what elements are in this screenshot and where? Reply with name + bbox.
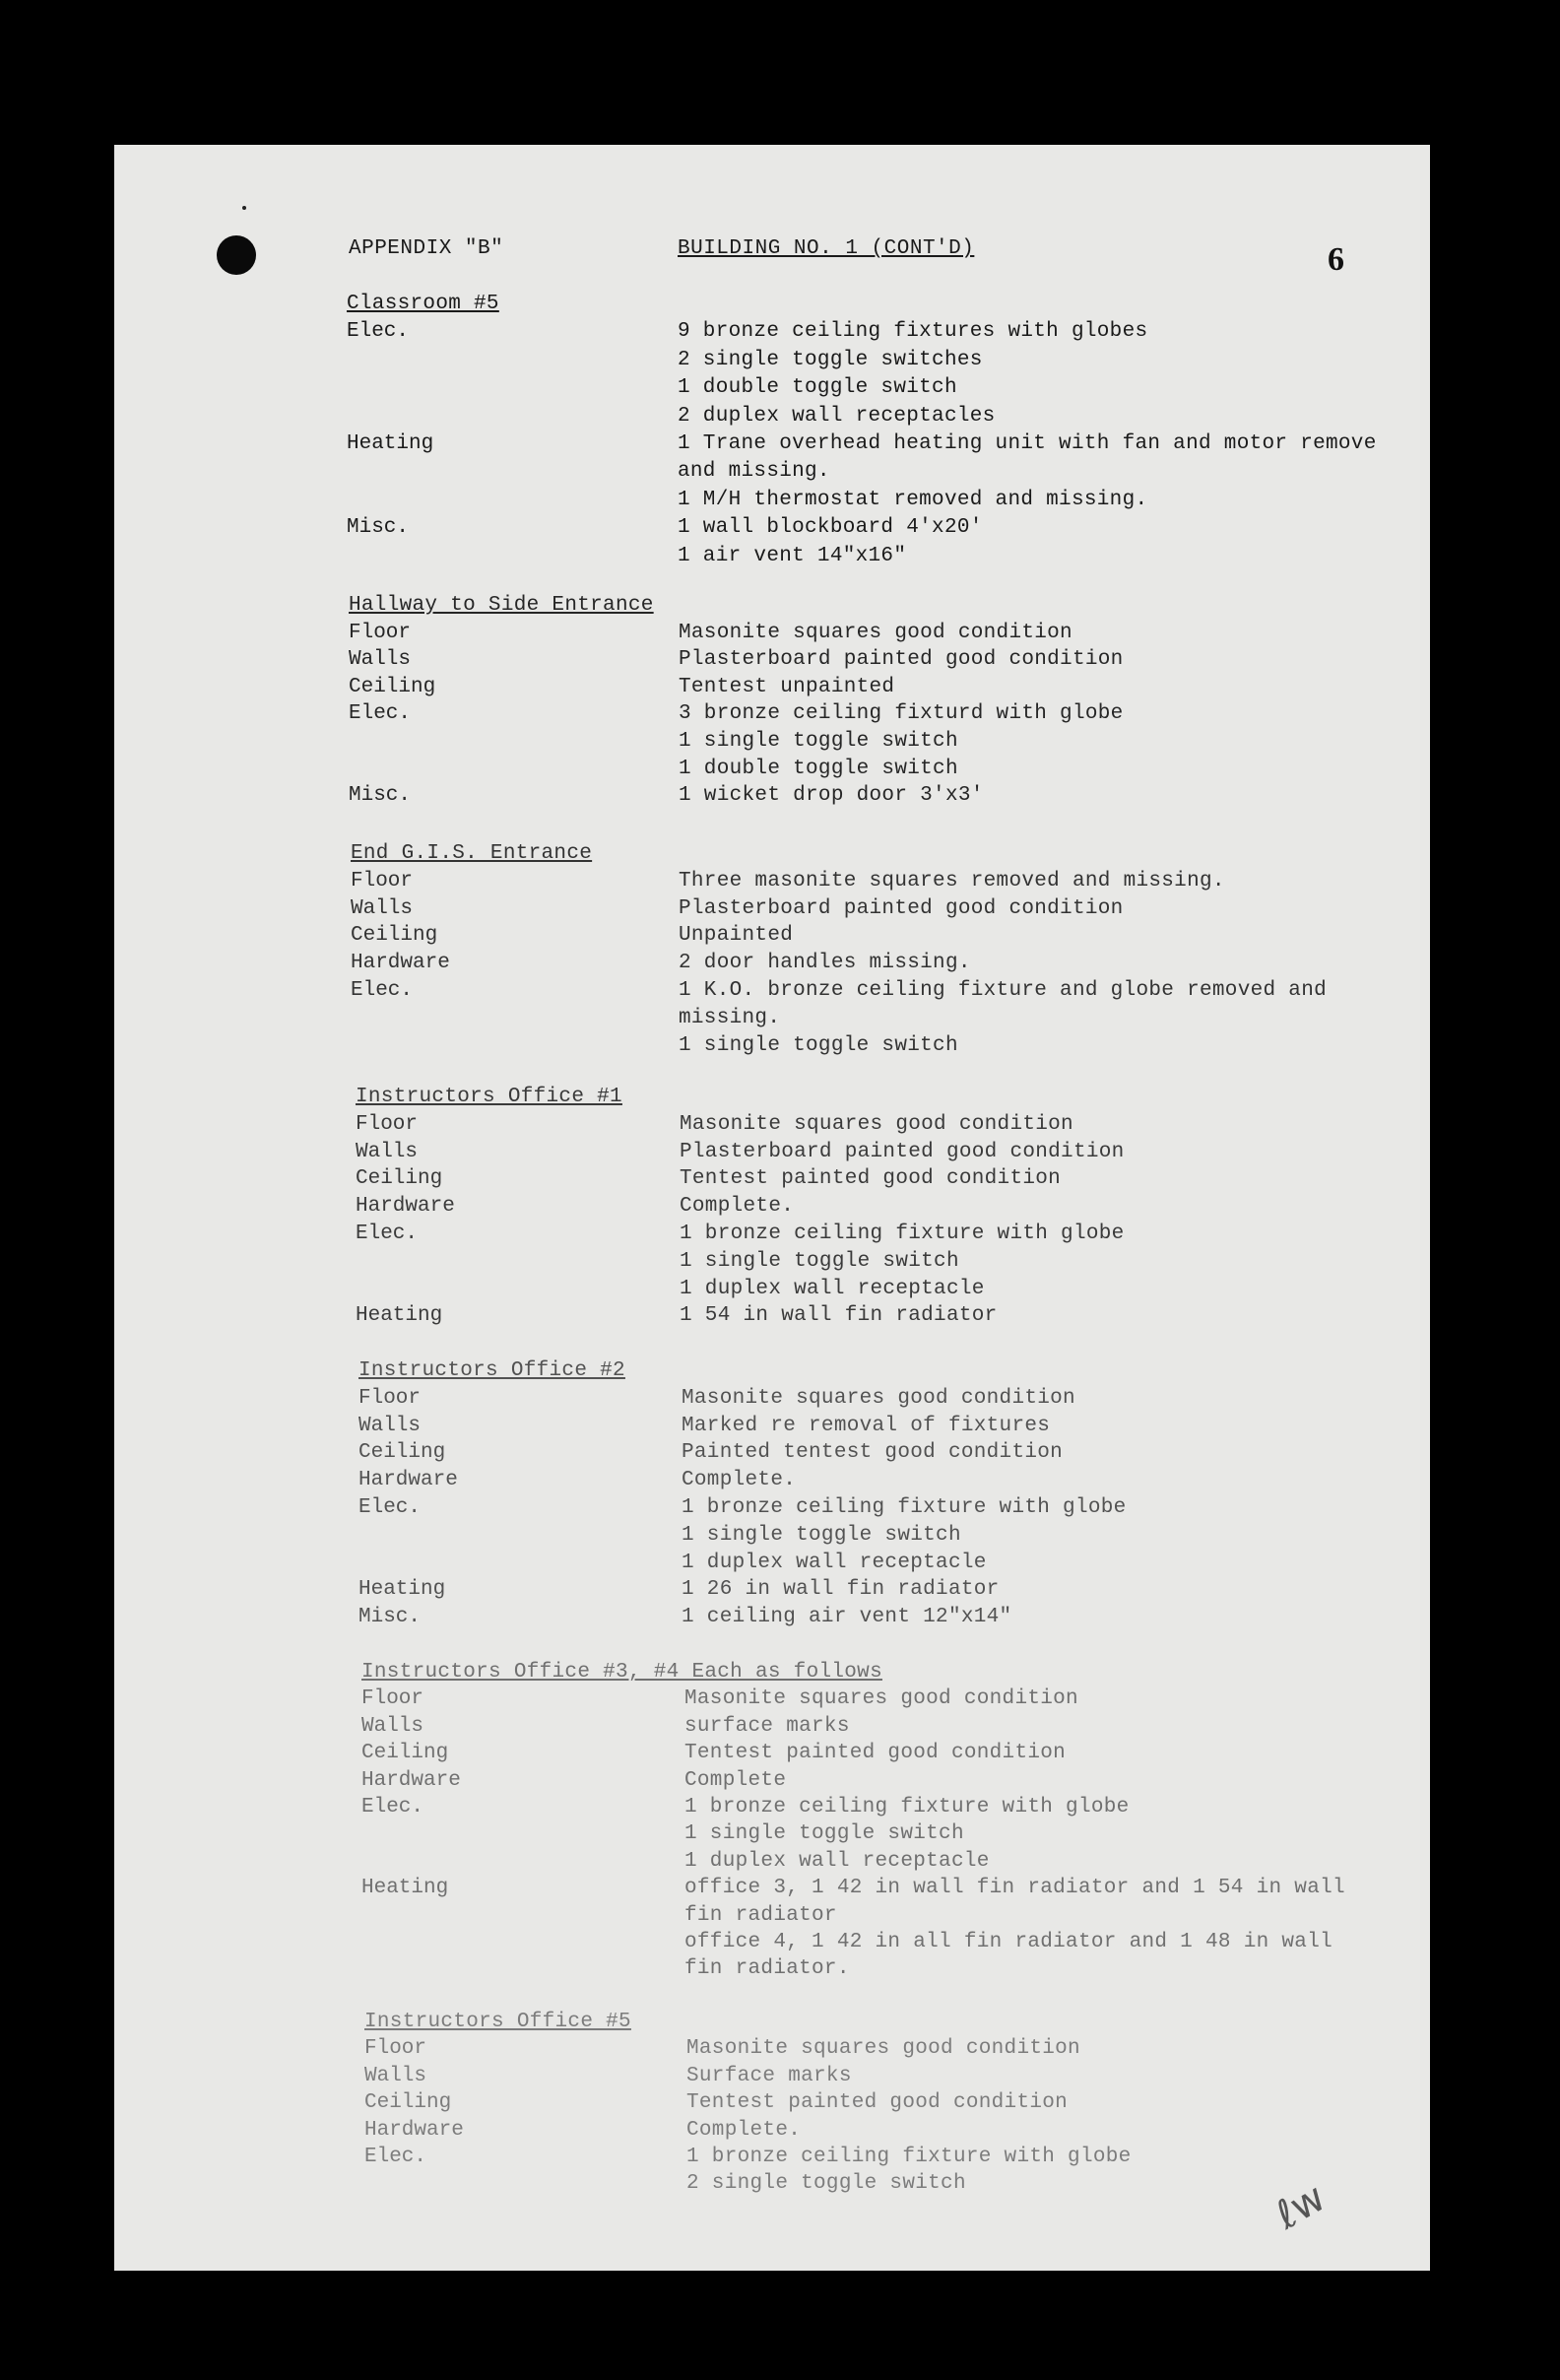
- row-value: Tentest painted good condition: [684, 1742, 1067, 1765]
- inventory-row: [114, 1441, 1430, 1469]
- row-value: 1 54 in wall fin radiator: [680, 1304, 998, 1328]
- row-label: Elec.: [347, 320, 410, 344]
- row-label: Heating: [361, 1877, 449, 1900]
- row-label: Hardware: [351, 952, 450, 975]
- row-value: 1 wicket drop door 3'x3': [679, 784, 984, 808]
- row-label: Floor: [356, 1112, 419, 1136]
- row-value: 1 ceiling air vent 12"x14": [682, 1606, 1012, 1629]
- row-value: fin radiator.: [684, 1957, 850, 1981]
- row-value: 1 bronze ceiling fixture with globe: [680, 1223, 1125, 1245]
- section-title: End G.I.S. Entrance: [351, 842, 593, 865]
- row-label: Walls: [358, 1414, 422, 1437]
- row-value: 2 single toggle switches: [678, 348, 983, 371]
- inventory-row: [114, 1415, 1430, 1442]
- inventory-row: [114, 489, 1430, 516]
- inventory-row: [114, 1904, 1430, 1932]
- inventory-row: [114, 1850, 1430, 1878]
- row-value: Plasterboard painted good condition: [679, 648, 1124, 672]
- row-label: Ceiling: [364, 2091, 452, 2115]
- inventory-row: [114, 376, 1430, 404]
- inventory-row: [114, 1606, 1430, 1633]
- row-value: 1 26 in wall fin radiator: [682, 1578, 1000, 1602]
- row-label: Walls: [361, 1714, 424, 1738]
- row-value: Masonite squares good condition: [679, 621, 1072, 644]
- inventory-row: [114, 1034, 1430, 1062]
- inventory-row: [114, 897, 1430, 925]
- row-value: 1 single toggle switch: [679, 730, 958, 753]
- row-label: Heating: [356, 1304, 443, 1328]
- row-label: Hardware: [361, 1768, 461, 1792]
- inventory-row: [114, 1007, 1430, 1034]
- section-title: Instructors Office #2: [358, 1359, 625, 1382]
- inventory-row: [114, 1223, 1430, 1250]
- inventory-row: [114, 545, 1430, 572]
- row-value: 2 single toggle switch: [686, 2172, 966, 2196]
- row-value: Complete.: [680, 1195, 795, 1219]
- row-value: Marked re removal of fixtures: [682, 1414, 1051, 1437]
- inventory-row: [114, 460, 1430, 488]
- row-value: 1 bronze ceiling fixture with globe: [686, 2146, 1132, 2168]
- row-value: Masonite squares good condition: [684, 1687, 1078, 1711]
- row-label: Floor: [351, 869, 414, 892]
- inventory-row: [114, 1387, 1430, 1415]
- row-label: Ceiling: [351, 924, 438, 948]
- row-label: Floor: [358, 1386, 422, 1410]
- row-label: Floor: [349, 621, 412, 644]
- inventory-row: [114, 1524, 1430, 1552]
- row-value: 1 double toggle switch: [679, 757, 958, 780]
- inventory-row: [114, 1687, 1430, 1715]
- inventory-row: [114, 1167, 1430, 1195]
- row-value: 1 duplex wall receptacle: [684, 1849, 990, 1873]
- inventory-row: [114, 2091, 1430, 2119]
- inventory-row: [114, 1931, 1430, 1958]
- row-label: Elec.: [356, 1223, 419, 1245]
- section-title: Instructors Office #3, #4 Each as follows: [361, 1661, 882, 1684]
- handwritten-mark: ℓw: [1268, 2174, 1333, 2239]
- row-value: Surface marks: [686, 2064, 852, 2087]
- row-value: Plasterboard painted good condition: [680, 1140, 1125, 1163]
- inventory-row: [114, 2037, 1430, 2065]
- row-value: 1 single toggle switch: [679, 1033, 958, 1057]
- row-value: surface marks: [684, 1714, 850, 1738]
- row-label: Elec.: [349, 702, 412, 726]
- row-label: Ceiling: [361, 1742, 449, 1765]
- row-value: 1 duplex wall receptacle: [680, 1277, 985, 1300]
- inventory-row: [114, 1957, 1430, 1985]
- row-value: Masonite squares good condition: [682, 1386, 1075, 1410]
- appendix-label: APPENDIX "B": [349, 237, 504, 260]
- inventory-row: [114, 730, 1430, 758]
- row-value: Tentest painted good condition: [680, 1167, 1062, 1191]
- row-label: Walls: [349, 648, 412, 672]
- document-page: [114, 145, 1430, 2271]
- row-label: Floor: [364, 2037, 427, 2061]
- row-value: Three masonite squares removed and missing.: [679, 869, 1225, 892]
- inventory-row: [114, 516, 1430, 544]
- row-value: 3 bronze ceiling fixturd with globe: [679, 702, 1124, 726]
- row-label: Elec.: [364, 2146, 427, 2168]
- inventory-row: [114, 1715, 1430, 1743]
- section-title: Instructors Office #5: [364, 2011, 631, 2033]
- row-label: Hardware: [364, 2118, 464, 2142]
- inventory-row: [114, 979, 1430, 1007]
- inventory-row: [114, 1822, 1430, 1850]
- inventory-row: [114, 1552, 1430, 1579]
- row-value: Tentest painted good condition: [686, 2091, 1069, 2115]
- inventory-row: [114, 676, 1430, 703]
- row-value: Masonite squares good condition: [686, 2037, 1080, 2061]
- row-value: office 3, 1 42 in wall fin radiator and 1 54 in wall: [684, 1877, 1345, 1900]
- row-label: Misc.: [349, 784, 412, 808]
- inventory-row: [114, 702, 1430, 730]
- inventory-row: [114, 405, 1430, 432]
- row-value: 1 K.O. bronze ceiling fixture and globe removed and: [679, 979, 1328, 1002]
- row-value: 1 single toggle switch: [682, 1523, 961, 1547]
- inventory-row: [114, 1496, 1430, 1524]
- inventory-row: [114, 870, 1430, 897]
- row-label: Walls: [364, 2064, 427, 2087]
- row-value: Plasterboard painted good condition: [679, 896, 1124, 920]
- section-title: Instructors Office #1: [356, 1086, 622, 1108]
- row-label: Walls: [351, 896, 414, 920]
- inventory-row: [114, 1195, 1430, 1223]
- inventory-row: [114, 349, 1430, 376]
- row-label: Heating: [347, 432, 434, 455]
- row-value: and missing.: [678, 460, 830, 484]
- row-value: 9 bronze ceiling fixtures with globes: [678, 320, 1148, 344]
- row-value: missing.: [679, 1006, 781, 1029]
- row-label: Elec.: [358, 1496, 422, 1519]
- row-label: Hardware: [356, 1195, 455, 1219]
- inventory-row: [114, 432, 1430, 460]
- row-value: Unpainted: [679, 924, 794, 948]
- row-value: 1 single toggle switch: [680, 1249, 959, 1273]
- row-label: Elec.: [361, 1796, 424, 1818]
- row-value: 1 double toggle switch: [678, 376, 957, 400]
- inventory-row: [114, 2119, 1430, 2147]
- inventory-row: [114, 758, 1430, 785]
- inventory-row: [114, 924, 1430, 952]
- row-value: 1 bronze ceiling fixture with globe: [682, 1496, 1127, 1519]
- row-value: 1 M/H thermostat removed and missing.: [678, 488, 1148, 511]
- row-value: Complete.: [686, 2118, 802, 2142]
- inventory-row: [114, 2065, 1430, 2092]
- row-label: Floor: [361, 1687, 424, 1711]
- inventory-row: [114, 2172, 1430, 2200]
- inventory-row: [114, 1578, 1430, 1606]
- punch-hole: [217, 235, 256, 275]
- inventory-row: [114, 1742, 1430, 1769]
- inventory-row: [114, 1278, 1430, 1305]
- row-label: Elec.: [351, 979, 414, 1002]
- row-label: Misc.: [358, 1606, 422, 1629]
- row-label: Ceiling: [349, 675, 436, 698]
- row-value: 2 duplex wall receptacles: [678, 404, 996, 428]
- row-value: 1 wall blockboard 4'x20': [678, 516, 983, 540]
- row-label: Hardware: [358, 1469, 458, 1492]
- row-value: 1 single toggle switch: [684, 1822, 964, 1846]
- row-value: Tentest unpainted: [679, 675, 895, 698]
- row-value: Complete.: [682, 1469, 797, 1492]
- row-label: Walls: [356, 1140, 419, 1163]
- row-value: office 4, 1 42 in all fin radiator and 1 48 in wall: [684, 1931, 1333, 1953]
- inventory-row: [114, 784, 1430, 812]
- row-value: 1 duplex wall receptacle: [682, 1551, 987, 1574]
- row-value: fin radiator: [684, 1903, 837, 1927]
- row-label: Ceiling: [356, 1167, 443, 1191]
- inventory-row: [114, 320, 1430, 348]
- row-label: Misc.: [347, 516, 410, 540]
- section-title: Classroom #5: [347, 293, 499, 315]
- row-value: Complete: [684, 1768, 787, 1792]
- row-value: 1 bronze ceiling fixture with globe: [684, 1796, 1130, 1818]
- section-title: Hallway to Side Entrance: [349, 594, 654, 617]
- inventory-row: [114, 1469, 1430, 1496]
- row-label: Ceiling: [358, 1441, 446, 1465]
- row-value: Painted tentest good condition: [682, 1441, 1064, 1465]
- row-value: 2 door handles missing.: [679, 952, 971, 975]
- inventory-row: [114, 1304, 1430, 1332]
- inventory-row: [114, 1250, 1430, 1278]
- row-value: 1 air vent 14"x16": [678, 544, 907, 567]
- row-value: 1 Trane overhead heating unit with fan and motor remove: [678, 432, 1377, 455]
- row-label: Heating: [358, 1578, 446, 1602]
- inventory-row: [114, 1113, 1430, 1141]
- inventory-row: [114, 648, 1430, 676]
- speck: [242, 206, 246, 210]
- inventory-row: [114, 1141, 1430, 1168]
- inventory-row: [114, 1796, 1430, 1823]
- row-value: Masonite squares good condition: [680, 1112, 1073, 1136]
- building-title: BUILDING NO. 1 (CONT'D): [678, 237, 975, 260]
- page-number: 6: [1328, 241, 1344, 278]
- inventory-row: [114, 622, 1430, 649]
- inventory-row: [114, 1877, 1430, 1904]
- inventory-row: [114, 952, 1430, 979]
- inventory-row: [114, 1769, 1430, 1797]
- inventory-row: [114, 2146, 1430, 2173]
